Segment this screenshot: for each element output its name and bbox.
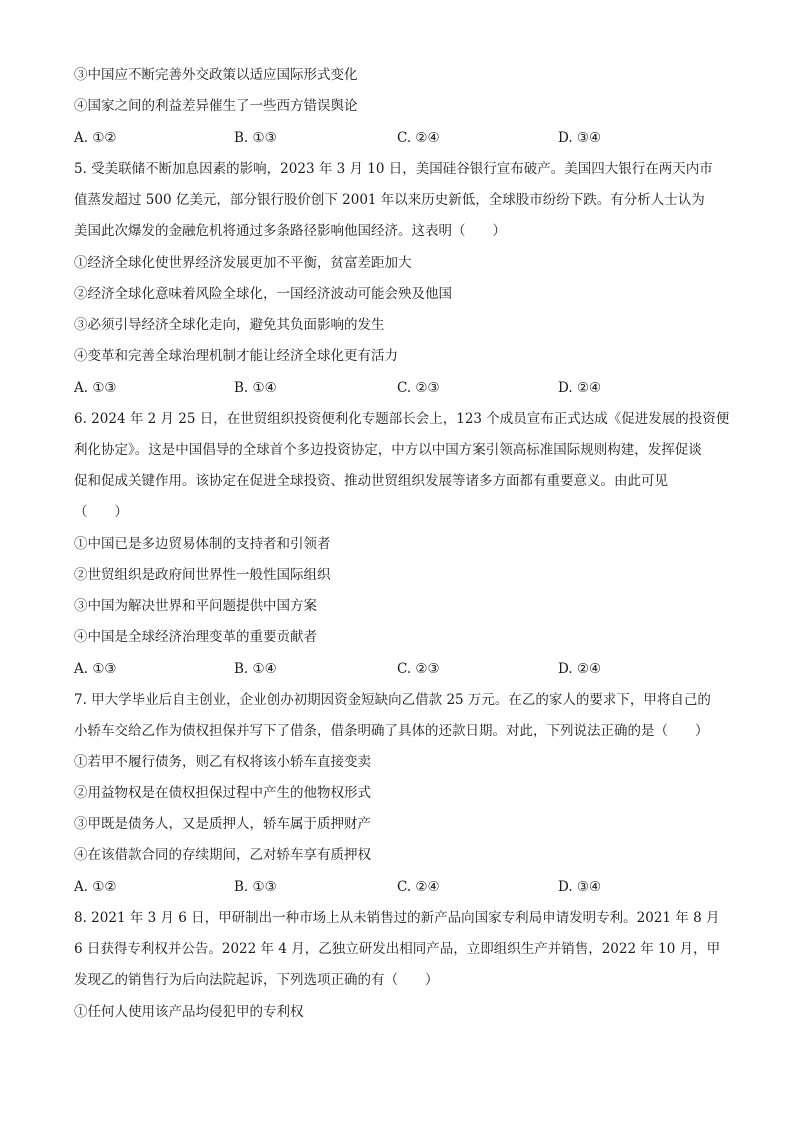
option-d: D. ③④ <box>558 879 602 895</box>
option-c: C. ②③ <box>397 661 440 677</box>
option-b: B. ①③ <box>234 879 277 895</box>
statement: ①若甲不履行债务，则乙有权将该小轿车直接变卖 <box>74 754 371 770</box>
option-d: D. ③④ <box>558 130 602 146</box>
question-5-stem: 值蒸发超过 500 亿美元，部分银行股价创下 2001 年以来历史新低，全球股市纷纷下跌。有分析人士认为 <box>74 192 705 208</box>
statement: ②用益物权是在债权担保过程中产生的他物权形式 <box>74 785 371 801</box>
statement: ②经济全球化意味着风险全球化，一国经济波动可能会殃及他国 <box>74 286 452 302</box>
statement: ①经济全球化使世界经济发展更加不平衡，贫富差距加大 <box>74 255 412 271</box>
option-a: A. ①③ <box>74 661 117 677</box>
option-c: C. ②③ <box>397 380 440 396</box>
statement: ④变革和完善全球治理机制才能让经济全球化更有活力 <box>74 348 398 364</box>
statement: ③中国为解决世界和平问题提供中国方案 <box>74 598 317 614</box>
question-6-stem: （ ） <box>74 504 128 520</box>
option-a: A. ①② <box>74 879 117 895</box>
statement: ④国家之间的利益差异催生了一些西方错误舆论 <box>74 98 358 114</box>
statement: ③甲既是债务人，又是质押人，轿车属于质押财产 <box>74 816 371 832</box>
options-row <box>74 877 734 897</box>
statement: ④中国是全球经济治理变革的重要贡献者 <box>74 629 317 645</box>
option-b: B. ①④ <box>234 661 277 677</box>
option-a: A. ①② <box>74 130 117 146</box>
question-6-stem: 促和促成关键作用。该协定在促进全球投资、推动世贸组织发展等诸多方面都有重要意义。由此可见 <box>74 473 668 489</box>
question-6-stem: 利化协定》。这是中国倡导的全球首个多边投资协定，中方以中国方案引领高标准国际规则构建，发挥促谈 <box>74 442 702 458</box>
question-5-stem: 5. 受美联储不断加息因素的影响，2023 年 3 月 10 日，美国硅谷银行宣布破产。美国四大银行在两天内市 <box>74 161 713 177</box>
statement: ③中国应不断完善外交政策以适应国际形式变化 <box>74 67 358 83</box>
question-7-stem: 小轿车交给乙作为债权担保并写下了借条，借条明确了具体的还款日期。对此，下列说法正确的是（ ） <box>74 723 709 739</box>
option-b: B. ①④ <box>234 380 277 396</box>
option-b: B. ①③ <box>234 130 277 146</box>
option-c: C. ②④ <box>397 130 440 146</box>
statement: ④在该借款合同的存续期间，乙对轿车享有质押权 <box>74 847 371 863</box>
option-d: D. ②④ <box>558 661 602 677</box>
options-row <box>74 128 734 148</box>
options-row <box>74 378 734 398</box>
options-row <box>74 659 734 679</box>
question-6-stem: 6. 2024 年 2 月 25 日，在世贸组织投资便利化专题部长会上，123 个成员宣布正式达成《促进发展的投资便 <box>74 411 730 427</box>
statement: ②世贸组织是政府间世界性一般性国际组织 <box>74 567 331 583</box>
statement: ③必须引导经济全球化走向，避免其负面影响的发生 <box>74 317 385 333</box>
question-8-stem: 发现乙的销售行为后向法院起诉，下列选项正确的有（ ） <box>74 972 439 988</box>
option-d: D. ②④ <box>558 380 602 396</box>
option-a: A. ①③ <box>74 380 117 396</box>
statement: ①任何人使用该产品均侵犯甲的专利权 <box>74 1004 304 1020</box>
option-c: C. ②④ <box>397 879 440 895</box>
question-5-stem: 美国此次爆发的金融危机将通过多条路径影响他国经济。这表明（ ） <box>74 223 506 239</box>
question-8-stem: 8. 2021 年 3 月 6 日，甲研制出一种市场上从未销售过的新产品向国家专利局申请发明专利。2021 年 8 月 <box>74 910 720 926</box>
statement: ①中国已是多边贸易体制的支持者和引领者 <box>74 536 331 552</box>
question-8-stem: 6 日获得专利权并公告。2022 年 4 月，乙独立研发出相同产品，立即组织生产并销售，2022 年 10 月，甲 <box>74 941 721 957</box>
question-7-stem: 7. 甲大学毕业后自主创业，企业创办初期因资金短缺向乙借款 25 万元。在乙的家人的要求下，甲将自己的 <box>74 692 711 708</box>
